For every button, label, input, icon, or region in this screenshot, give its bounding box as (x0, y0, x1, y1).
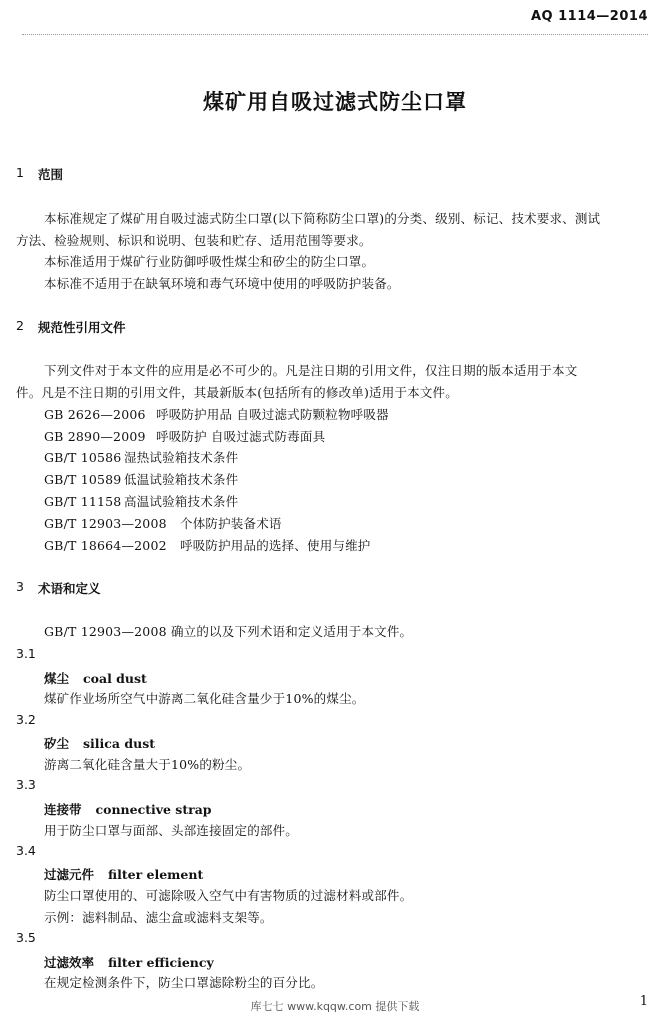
section-3-number: 3 (16, 579, 24, 594)
term-zh: 过滤元件 (44, 867, 95, 882)
reference-name: 低温试验箱技术条件 (124, 472, 239, 487)
section-3-intro: GB/T 12903—2008 确立的以及下列术语和定义适用于本文件。 (44, 624, 413, 639)
reference-name: 个体防护装备术语 (180, 516, 282, 531)
section-2-para-line-1: 下列文件对于本文件的应用是必不可少的。凡是注日期的引用文件，仅注日期的版本适用于本文 (44, 363, 578, 378)
reference-name: 湿热试验箱技术条件 (124, 450, 239, 465)
section-1-para-1-line-1: 本标准规定了煤矿用自吸过滤式防尘口罩(以下简称防尘口罩)的分类、级别、标记、技术要求、测试 (44, 211, 601, 226)
term-zh: 煤尘 (44, 671, 70, 686)
reference-name: 呼吸防护用品的选择、使用与维护 (180, 538, 371, 553)
reference-code: GB 2890—2009 (44, 429, 146, 444)
download-watermark: 库七七 www.kqqw.com 提供下载 (250, 1000, 420, 1013)
reference-item (44, 448, 238, 466)
reference-code: GB 2626—2006 (44, 407, 146, 422)
reference-item (44, 492, 238, 510)
term-heading (44, 952, 214, 971)
term-definition: 防尘口罩使用的、可滤除吸入空气中有害物质的过滤材料或部件。 (44, 888, 413, 903)
section-1-number: 1 (16, 165, 24, 180)
term-number: 3.3 (16, 777, 36, 792)
term-zh: 过滤效率 (44, 955, 95, 970)
term-number: 3.5 (16, 930, 36, 945)
reference-item (44, 427, 325, 445)
term-heading (44, 864, 203, 883)
reference-code: GB/T 18664—2002 (44, 538, 167, 553)
term-number: 3.2 (16, 712, 36, 727)
section-2-title: 规范性引用文件 (38, 320, 126, 335)
term-definition: 煤矿作业场所空气中游离二氧化硅含量少于10%的煤尘。 (44, 691, 365, 706)
section-3-title: 术语和定义 (38, 581, 101, 596)
term-en: silica dust (83, 736, 156, 751)
page-number: 1 (639, 994, 648, 1009)
header-divider (22, 34, 648, 35)
reference-item (44, 470, 238, 488)
document-title: 煤矿用自吸过滤式防尘口罩 (203, 90, 467, 114)
reference-code: GB/T 12903—2008 (44, 516, 167, 531)
reference-code: GB/T 11158 (44, 494, 122, 509)
term-en: filter element (108, 867, 204, 882)
term-number: 3.4 (16, 843, 36, 858)
term-definition: 在规定检测条件下，防尘口罩滤除粉尘的百分比。 (44, 975, 324, 990)
term-example: 示例：滤料制品、滤尘盒或滤料支架等。 (44, 910, 273, 925)
reference-item (44, 405, 389, 423)
reference-name: 呼吸防护用品 自吸过滤式防颗粒物呼吸器 (156, 407, 389, 422)
term-number: 3.1 (16, 646, 36, 661)
term-en: filter efficiency (108, 955, 214, 970)
term-zh: 连接带 (44, 802, 82, 817)
section-1-para-3: 本标准不适用于在缺氧环境和毒气环境中使用的呼吸防护装备。 (44, 276, 400, 291)
term-definition: 游离二氧化硅含量大于10%的粉尘。 (44, 757, 251, 772)
section-1-title: 范围 (38, 167, 64, 182)
term-en: coal dust (83, 671, 147, 686)
term-en: connective strap (95, 802, 212, 817)
term-definition: 用于防尘口罩与面部、头部连接固定的部件。 (44, 823, 299, 838)
reference-item (44, 536, 371, 554)
reference-code: GB/T 10589 (44, 472, 122, 487)
section-1-para-2: 本标准适用于煤矿行业防御呼吸性煤尘和矽尘的防尘口罩。 (44, 254, 375, 269)
section-2-number: 2 (16, 318, 24, 333)
reference-name: 高温试验箱技术条件 (124, 494, 239, 509)
term-zh: 矽尘 (44, 736, 70, 751)
reference-name: 呼吸防护 自吸过滤式防毒面具 (156, 429, 326, 444)
section-2-para-line-2: 件。凡是不注日期的引用文件，其最新版本(包括所有的修改单)适用于本文件。 (16, 385, 458, 400)
reference-item (44, 514, 282, 532)
section-1-para-1-line-2: 方法、检验规则、标识和说明、包装和贮存、适用范围等要求。 (16, 233, 372, 248)
standard-code: AQ 1114—2014 (530, 9, 648, 24)
term-heading (44, 668, 147, 687)
reference-code: GB/T 10586 (44, 450, 122, 465)
term-heading (44, 733, 155, 752)
term-heading (44, 799, 212, 818)
